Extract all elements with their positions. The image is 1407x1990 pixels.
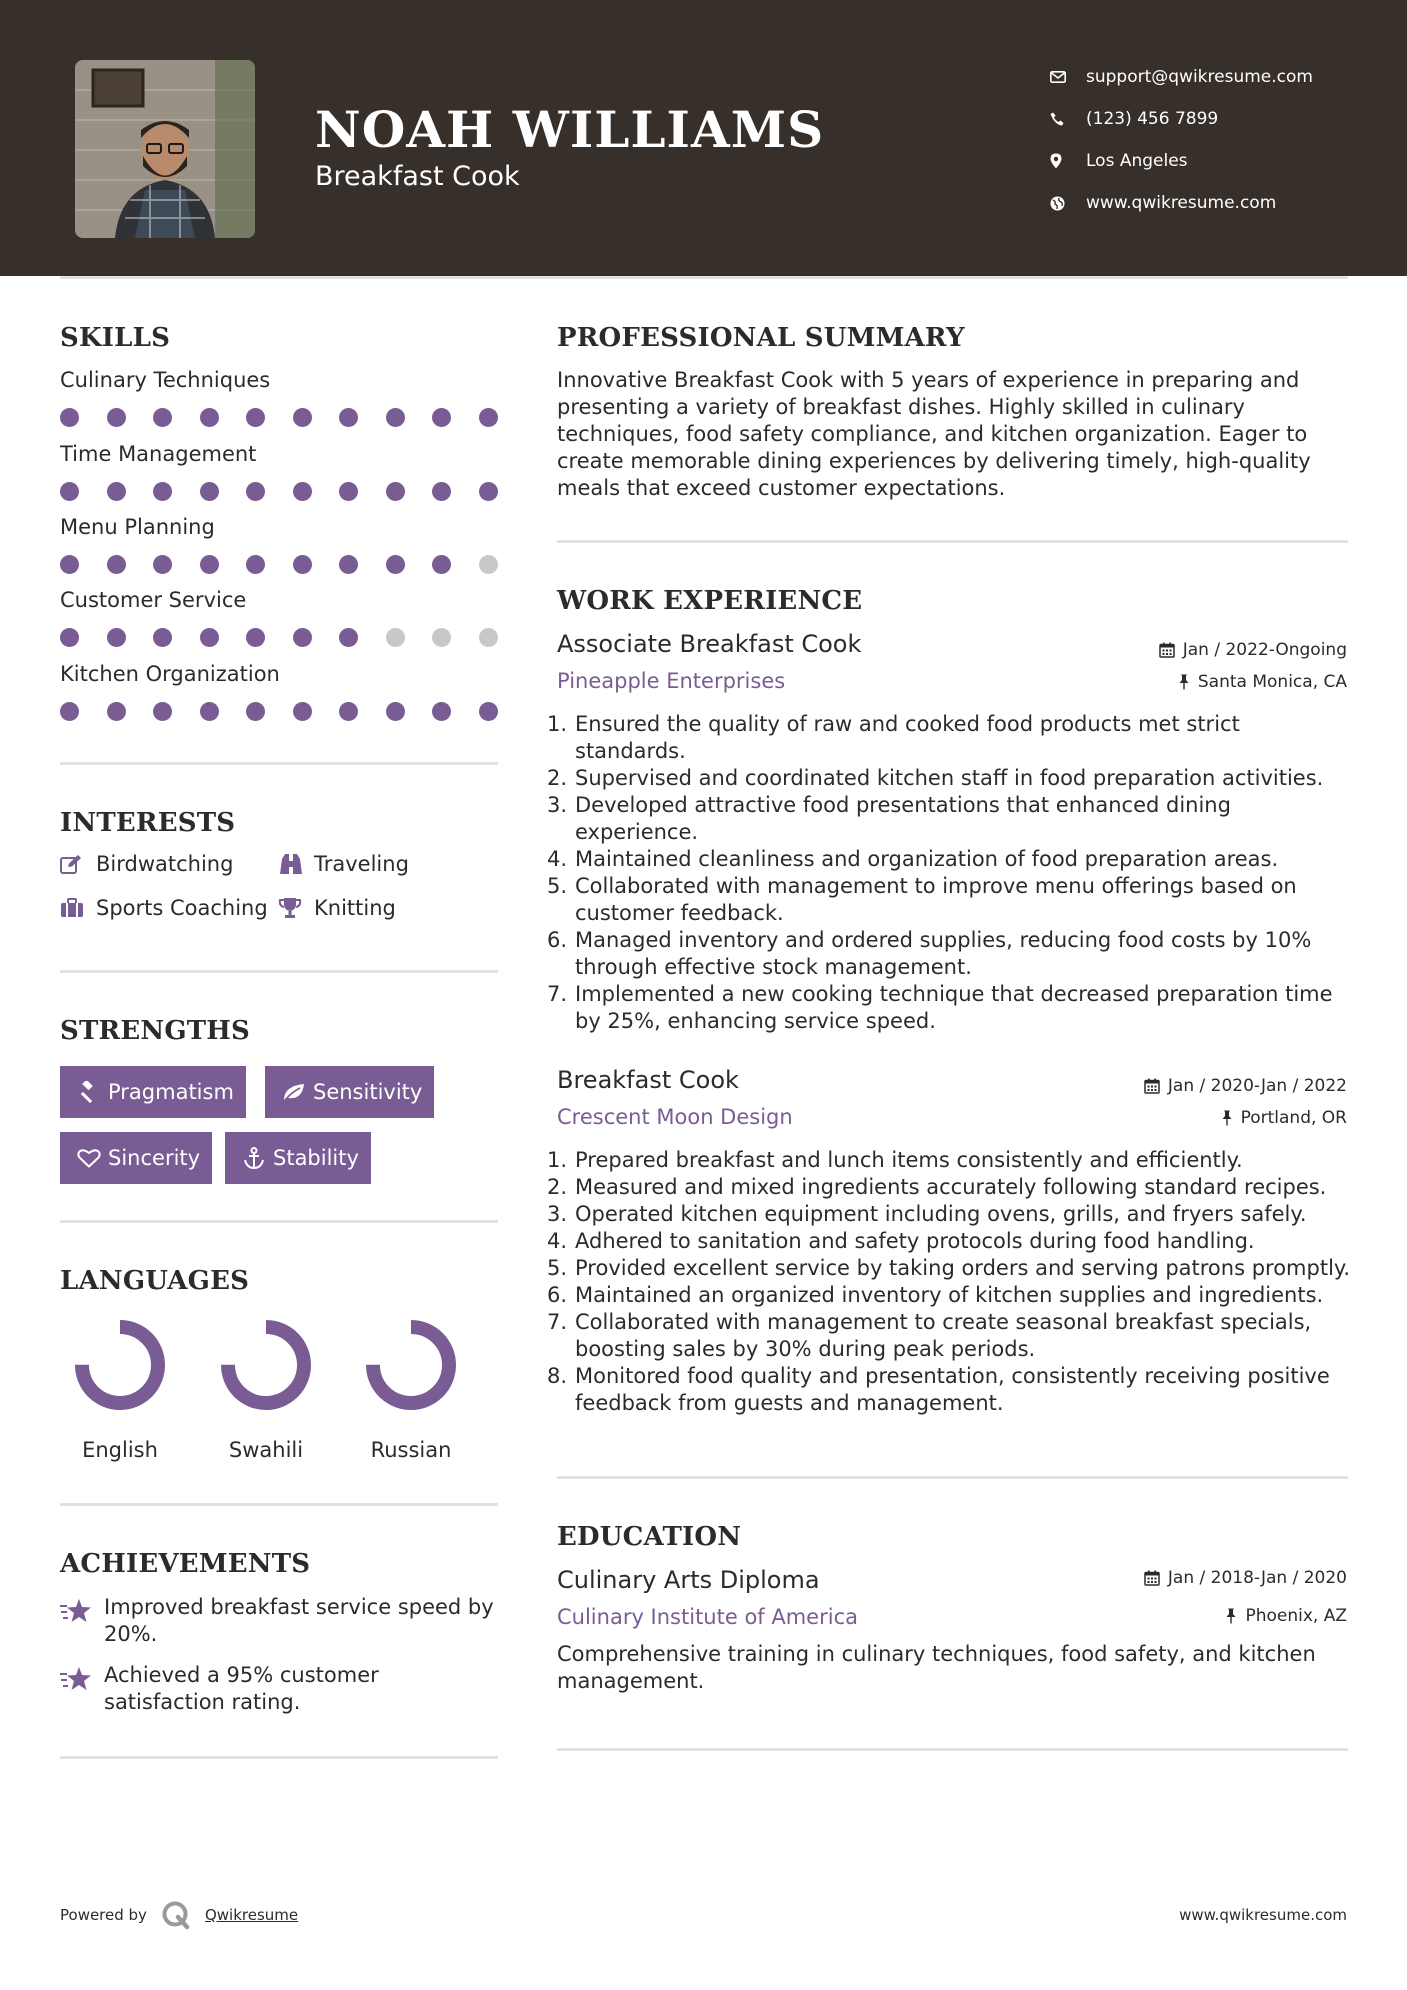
skill-dot-filled [293,408,312,427]
skill-row [60,515,500,545]
skill-name: Kitchen Organization [60,662,280,686]
interest-item [278,852,409,876]
star-icon [60,1594,104,1648]
candidate-title: Breakfast Cook [315,161,520,192]
job-location-text: Portland, OR [1240,1108,1347,1128]
section-divider [60,970,498,973]
summary-text: Innovative Breakfast Cook with 5 years of experience in preparing and presenting a variety of breakfast dishes. Highly skilled in culinary techniques, food safety compliance, and kitchen organization. Eager to create memorable dining experiences by delivering timely, high-quality meals that exceed customer expectations. [557,368,1311,500]
job-bullet-list [547,711,1357,1035]
trophy-icon [278,897,314,919]
skill-row [60,442,500,472]
summary-heading: PROFESSIONAL SUMMARY [557,323,965,353]
interests-heading: INTERESTS [60,808,236,838]
qwikresume-logo-icon [161,1900,191,1930]
skill-dot-filled [200,628,219,647]
achievement-item [60,1662,500,1716]
job-dates-text: Jan / 2020-Jan / 2022 [1167,1076,1347,1096]
anchor-icon [237,1147,271,1169]
job-bullet: 7. Implemented a new cooking technique that decreased preparation time by 25%, enhancing service speed. [547,982,1333,1033]
language-ring [219,1318,313,1412]
experience-heading: WORK EXPERIENCE [557,586,863,616]
language-ring [73,1318,167,1412]
language-item [341,1318,481,1462]
strength-label: Sensitivity [313,1080,423,1104]
skill-dot-filled [153,555,172,574]
skill-dot-filled [200,408,219,427]
education-dates [1144,1568,1347,1588]
skill-name: Customer Service [60,588,247,612]
skill-dot-filled [386,482,405,501]
skill-dot-empty [479,628,498,647]
skill-dot-filled [386,702,405,721]
skill-dot-filled [200,555,219,574]
candidate-name: NOAH WILLIAMS [315,100,825,159]
job-bullet-text: Ensured the quality of raw and cooked food products met strict standards. [575,712,1240,763]
star-icon [60,1662,104,1716]
interest-label: Sports Coaching [96,896,268,920]
job-bullet: 3. Developed attractive food presentations that enhanced dining experience. [547,793,1231,844]
skill-row [60,662,500,692]
job-bullet: 4. Adhered to sanitation and safety protocols during food handling. [547,1229,1255,1253]
skill-dot-filled [60,702,79,721]
powered-by [60,1900,298,1930]
resume-header [0,0,1407,276]
strength-label: Stability [273,1146,359,1170]
skill-dot-filled [246,628,265,647]
job-bullet-text: Provided excellent service by taking orders and serving patrons promptly. [575,1256,1351,1280]
job-company: Pineapple Enterprises [557,669,786,693]
skill-dot-filled [153,702,172,721]
education-heading: EDUCATION [557,1522,742,1552]
job-bullet-text: Monitored food quality and presentation, consistently receiving positive feedback from guests and management. [575,1364,1330,1415]
job-bullet: 8. Monitored food quality and presentation, consistently receiving positive feedback from guests and management. [547,1364,1330,1415]
section-divider [557,1476,1348,1479]
skill-dot-filled [246,482,265,501]
job-bullet-text: Operated kitchen equipment including ovens, grills, and fryers safely. [575,1202,1307,1226]
skill-dot-filled [60,555,79,574]
skill-dot-empty [432,628,451,647]
achievements-heading: ACHIEVEMENTS [60,1549,311,1579]
job-bullet: 2. Measured and mixed ingredients accurately following standard recipes. [547,1175,1327,1199]
skill-name: Menu Planning [60,515,215,539]
language-name: Russian [370,1438,452,1462]
interest-label: Birdwatching [96,852,234,876]
job-bullet-text: Prepared breakfast and lunch items consistently and efficiently. [575,1148,1243,1172]
map-pin-icon [1050,151,1086,171]
job-bullet-text: Maintained cleanliness and organization of food preparation areas. [575,847,1279,871]
job-bullet: 1. Ensured the quality of raw and cooked food products met strict standards. [547,712,1240,763]
job-role: Breakfast Cook [557,1066,739,1094]
strength-tag [60,1132,212,1184]
language-ring-arc [228,1327,304,1403]
education-degree: Culinary Arts Diploma [557,1566,820,1594]
strength-label: Pragmatism [108,1080,234,1104]
interest-item [278,896,396,920]
envelope-icon [1050,67,1086,87]
skill-dot-filled [432,408,451,427]
language-ring-arc [82,1327,158,1403]
skill-dot-filled [153,628,172,647]
language-ring-arc [373,1327,449,1403]
skill-rating [60,702,500,722]
skill-dot-filled [293,702,312,721]
job-bullet: 2. Supervised and coordinated kitchen staff in food preparation activities. [547,766,1324,790]
binoculars-icon [278,853,314,875]
skill-row [60,588,500,618]
education-location [1225,1606,1347,1626]
skill-dot-filled [107,482,126,501]
language-item [50,1318,190,1462]
job-bullet: 6. Managed inventory and ordered supplies, reducing food costs by 10% through effective stock management. [547,928,1312,979]
interest-label: Knitting [314,896,396,920]
skill-dot-filled [293,628,312,647]
job-location [1221,1108,1347,1128]
calendar-icon [1144,1078,1160,1094]
skill-dot-filled [153,408,172,427]
job-bullet-text: Implemented a new cooking technique that decreased preparation time by 25%, enhancing service speed. [575,982,1333,1033]
leaf-icon [277,1082,311,1102]
achievement-text: Improved breakfast service speed by 20%. [104,1595,494,1646]
header-divider [60,276,1348,279]
job-dates [1144,1076,1347,1096]
language-ring [364,1318,458,1412]
skill-dot-filled [432,482,451,501]
job-bullet: 4. Maintained cleanliness and organization of food preparation areas. [547,847,1279,871]
skill-dot-filled [479,408,498,427]
skill-rating [60,555,500,575]
job-bullet: 5. Collaborated with management to improve menu offerings based on customer feedback. [547,874,1297,925]
job-bullet: 1. Prepared breakfast and lunch items consistently and efficiently. [547,1148,1243,1172]
language-item [196,1318,336,1462]
pencil-square-icon [60,854,96,874]
skill-dot-filled [246,555,265,574]
education-text: Comprehensive training in culinary techniques, food safety, and kitchen management. [557,1642,1316,1693]
skills-heading: SKILLS [60,323,171,353]
briefcase-icon [60,898,96,918]
skill-dot-filled [432,702,451,721]
skill-row [60,368,500,398]
skill-dot-filled [107,408,126,427]
skill-dot-filled [246,702,265,721]
strength-tag [225,1132,371,1184]
job-role: Associate Breakfast Cook [557,630,862,658]
skill-dot-filled [60,628,79,647]
skill-dot-filled [339,408,358,427]
job-bullet-text: Maintained an organized inventory of kitchen supplies and ingredients. [575,1283,1324,1307]
languages-heading: LANGUAGES [60,1266,250,1296]
job-bullet-text: Adhered to sanitation and safety protocols during food handling. [575,1229,1255,1253]
profile-photo-image [75,60,255,238]
skill-dot-filled [246,408,265,427]
job-bullet-text: Collaborated with management to improve menu offerings based on customer feedback. [575,874,1297,925]
qwikresume-link[interactable]: Qwikresume [204,1906,299,1924]
interest-item [60,852,233,876]
skill-rating [60,628,500,648]
section-divider [60,762,498,765]
section-divider [60,1756,498,1759]
skill-dot-filled [200,702,219,721]
skill-dot-filled [339,482,358,501]
language-name: English [82,1438,158,1462]
skill-dot-filled [200,482,219,501]
heart-icon [72,1148,106,1168]
contact-location [1050,140,1380,182]
language-name: Swahili [228,1438,304,1462]
contact-website-text: www.qwikresume.com [1086,193,1277,213]
education-school: Culinary Institute of America [557,1605,858,1629]
job-bullet: 7. Collaborated with management to create seasonal breakfast specials, boosting sales by 30% during peak periods. [547,1310,1312,1361]
job-bullet-text: Supervised and coordinated kitchen staff in food preparation activities. [575,766,1324,790]
contact-phone[interactable] [1050,98,1380,140]
skill-rating [60,482,500,502]
interest-label: Traveling [314,852,409,876]
contact-website[interactable] [1050,182,1380,224]
job-location-text: Santa Monica, CA [1197,672,1347,692]
phone-icon [1050,109,1086,129]
skill-dot-filled [107,628,126,647]
skill-dot-filled [432,555,451,574]
job-bullet-list [547,1147,1357,1417]
section-divider [557,1748,1348,1751]
strength-label: Sincerity [108,1146,201,1170]
skill-dot-filled [107,555,126,574]
job-bullet: 6. Maintained an organized inventory of kitchen supplies and ingredients. [547,1283,1324,1307]
job-dates-text: Jan / 2022-Ongoing [1182,640,1347,660]
job-bullet-text: Measured and mixed ingredients accurately following standard recipes. [575,1175,1327,1199]
pushpin-icon [1225,1608,1237,1624]
contact-phone-text: (123) 456 7899 [1086,109,1219,129]
strength-tag [265,1066,434,1118]
skill-dot-filled [107,702,126,721]
skill-name: Time Management [60,442,257,466]
skill-dot-filled [153,482,172,501]
skill-dot-filled [386,555,405,574]
education-location-text: Phoenix, AZ [1245,1606,1347,1626]
pushpin-icon [1178,674,1190,690]
skill-dot-filled [479,482,498,501]
section-divider [557,540,1348,543]
section-divider [60,1220,498,1223]
job-bullet: 5. Provided excellent service by taking orders and serving patrons promptly. [547,1256,1351,1280]
skill-dot-empty [479,555,498,574]
powered-by-label: Powered by [60,1906,147,1924]
job-bullet-text: Developed attractive food presentations that enhanced dining experience. [575,793,1231,844]
footer-website-link[interactable]: www.qwikresume.com [1179,1906,1347,1924]
profile-photo [75,60,255,238]
education-dates-text: Jan / 2018-Jan / 2020 [1167,1568,1347,1588]
calendar-icon [1144,1570,1160,1586]
strengths-heading: STRENGTHS [60,1016,251,1046]
skill-name: Culinary Techniques [60,368,271,392]
section-divider [60,1503,498,1506]
skill-dot-filled [339,628,358,647]
pushpin-icon [1221,1110,1233,1126]
skill-rating [60,408,500,428]
job-dates [1159,640,1347,660]
job-bullet-text: Collaborated with management to create seasonal breakfast specials, boosting sales by 30% during peak periods. [575,1310,1312,1361]
skill-dot-filled [293,482,312,501]
job-location [1178,672,1347,692]
globe-icon [1050,193,1086,213]
contact-email-text: support@qwikresume.com [1086,67,1313,87]
job-bullet: 3. Operated kitchen equipment including ovens, grills, and fryers safely. [547,1202,1307,1226]
job-company: Crescent Moon Design [557,1105,793,1129]
skill-dot-filled [479,702,498,721]
skill-dot-filled [386,408,405,427]
strength-tag [60,1066,246,1118]
skill-dot-filled [293,555,312,574]
contact-email[interactable] [1050,56,1380,98]
achievement-text: Achieved a 95% customer satisfaction rating. [104,1663,379,1714]
skill-dot-filled [339,555,358,574]
job-bullet-text: Managed inventory and ordered supplies, reducing food costs by 10% through effective stock management. [575,928,1312,979]
contact-location-text: Los Angeles [1086,151,1188,171]
interest-item [60,896,268,920]
contact-list [1050,56,1380,224]
skill-dot-filled [339,702,358,721]
achievement-item [60,1594,500,1648]
skill-dot-filled [60,482,79,501]
skill-dot-filled [60,408,79,427]
skill-dot-empty [386,628,405,647]
gavel-icon [72,1081,106,1103]
calendar-icon [1159,642,1175,658]
